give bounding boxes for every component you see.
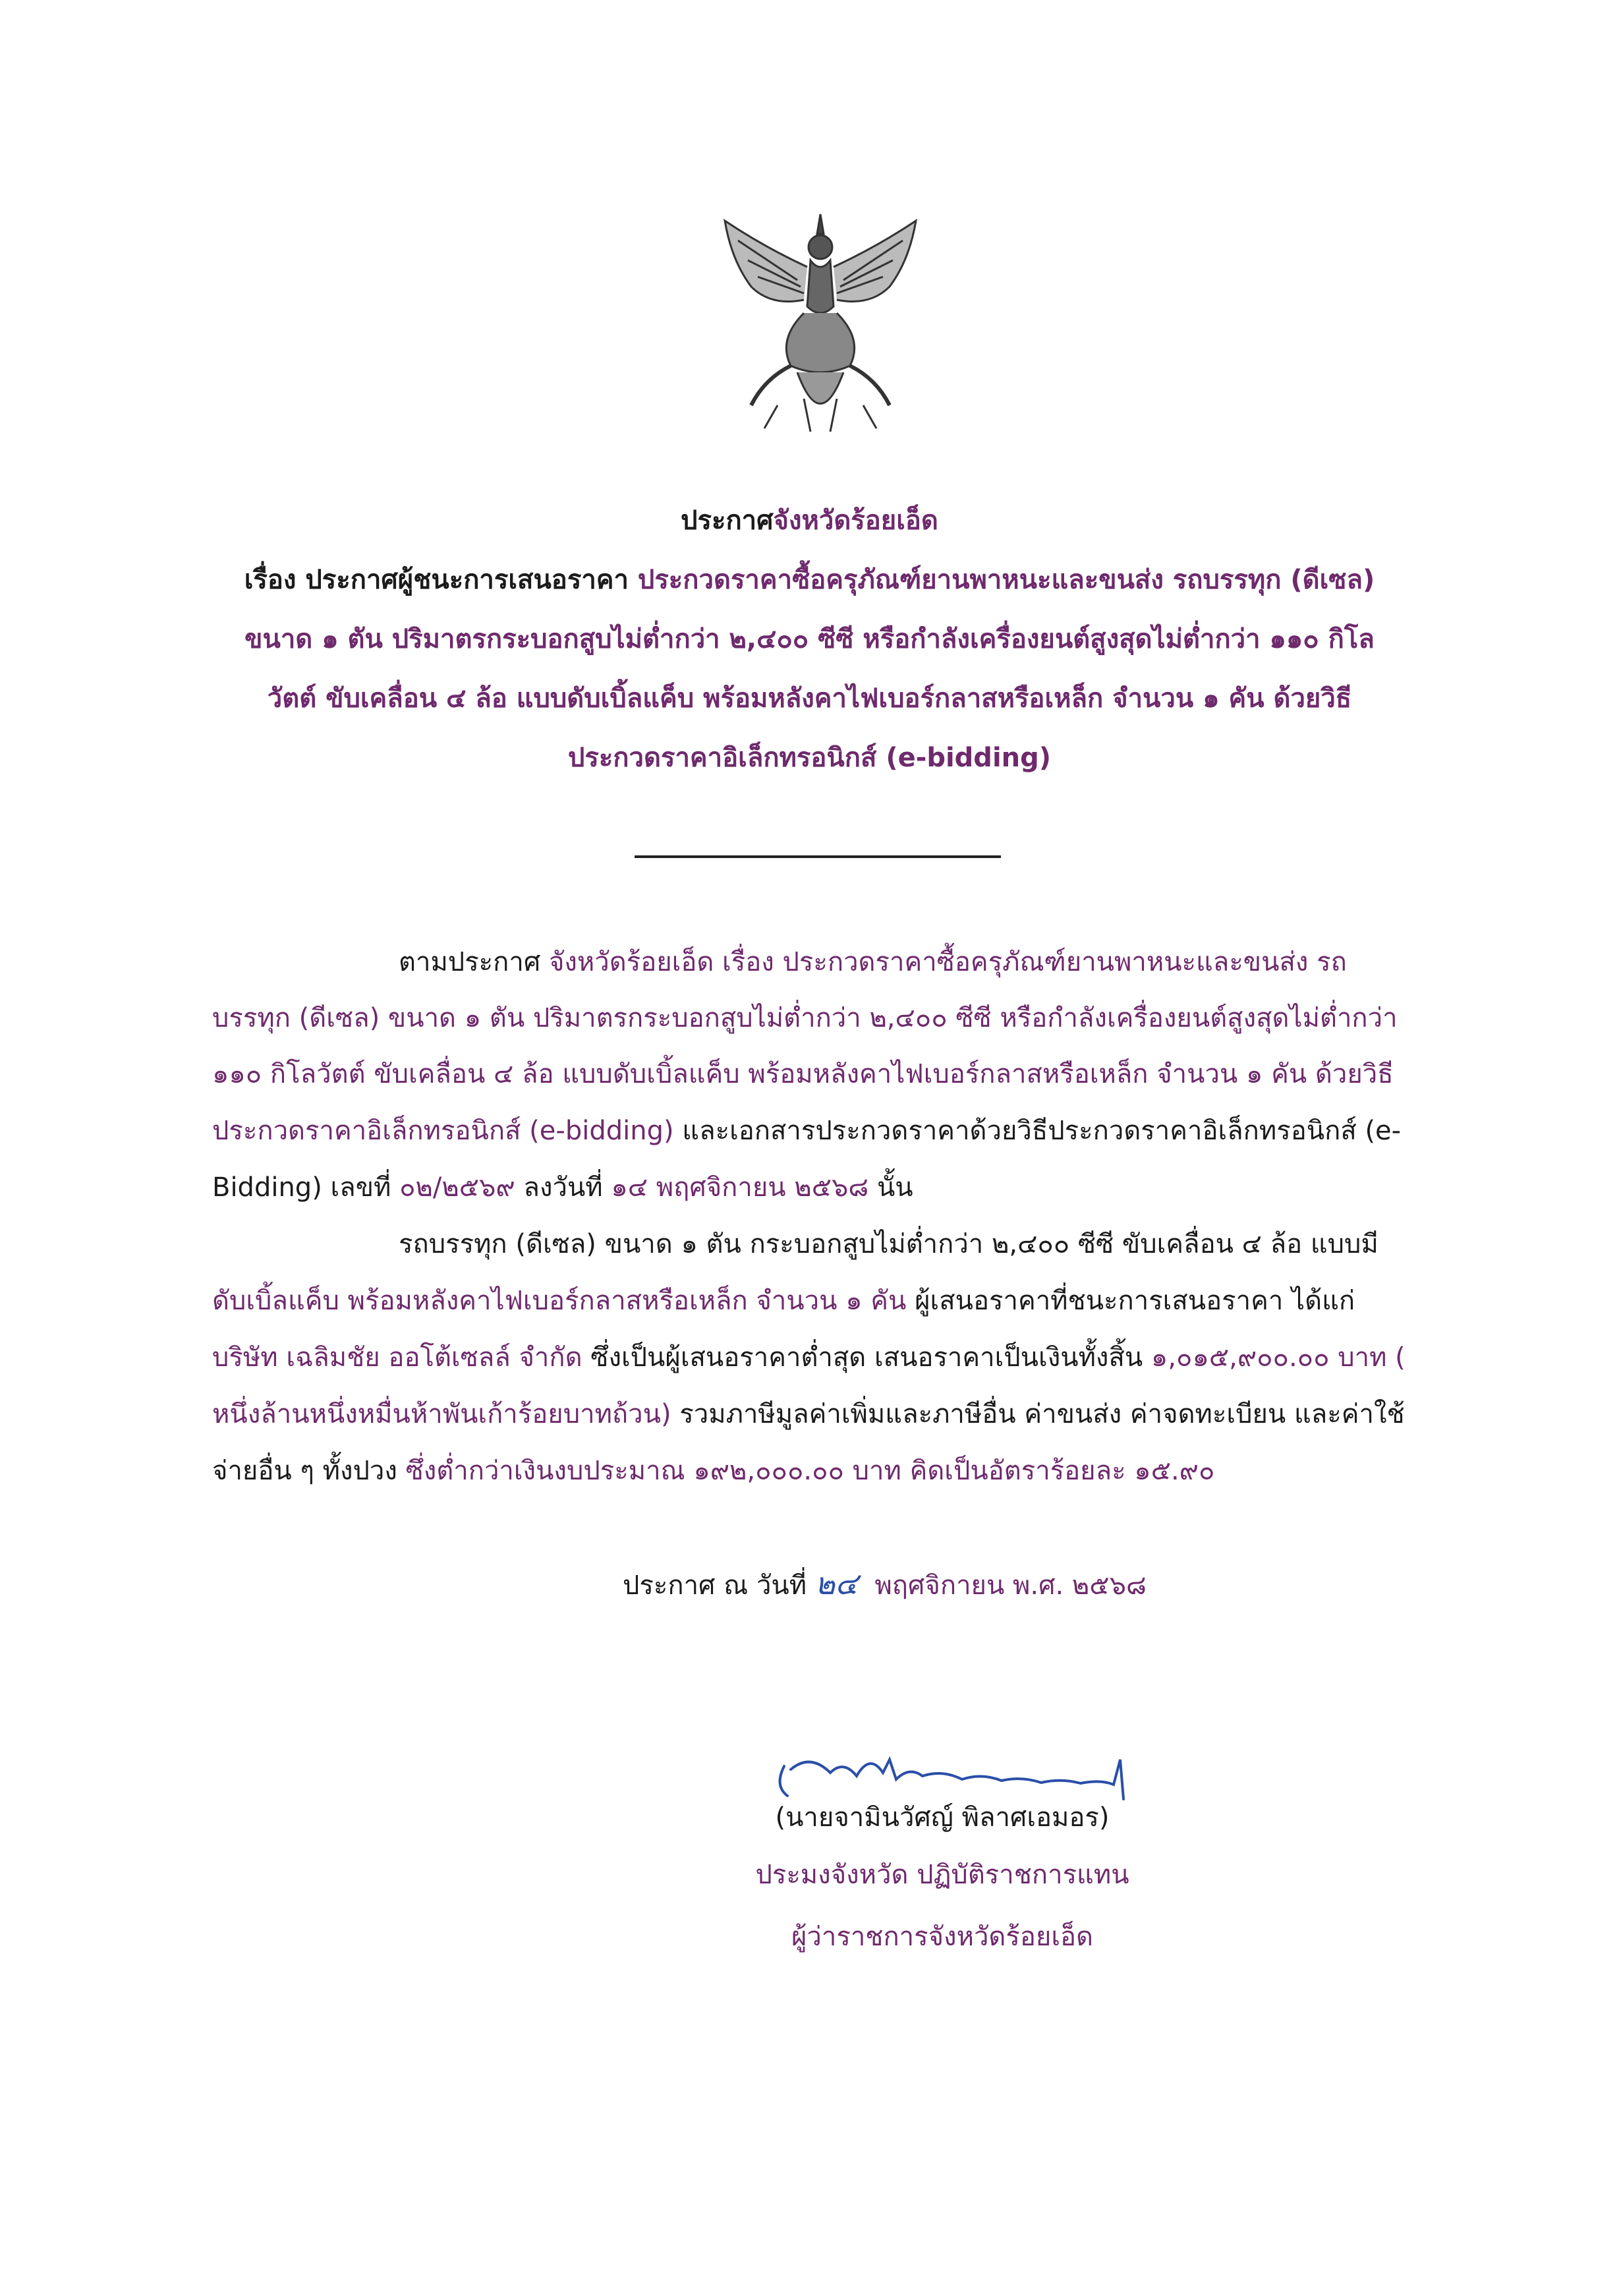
subject-line-1 — [0, 560, 1619, 600]
announcement-date — [623, 1564, 1147, 1605]
subject-line-4: ประกวดราคาอิเล็กทรอนิกส์ (e-bidding) — [567, 743, 1052, 773]
bid-amount-words: หนึ่งล้านหนึ่งหมื่นห้าพันเก้าร้อยบาทถ้วน) — [212, 1399, 671, 1429]
body-p2-line-4 — [212, 1394, 1405, 1434]
body-p1-line-5 — [212, 1168, 913, 1207]
body-p1-line-2: บรรทุก (ดีเซล) ขนาด ๑ ตัน ปริมาตรกระบอกสูบไม่ต่ำกว่า ๒,๔๐๐ ซีซี หรือกำลังเครื่องยนต์สูงสุดไม่ต่ำกว่า — [212, 1003, 1398, 1033]
text: นั้น — [868, 1172, 913, 1203]
subject-text: ประกวดราคาซื้อครุภัณฑ์ยานพาหนะและขนส่ง รถบรรทุก (ดีเซล) — [637, 565, 1375, 595]
title-prefix: ประกาศ — [681, 505, 774, 536]
text: ลงวันที่ — [515, 1172, 611, 1203]
bid-amount: ๑,๐๑๕,๙๐๐.๐๐ บาท ( — [1143, 1342, 1406, 1373]
subject-label: เรื่อง ประกาศผู้ชนะการเสนอราคา — [244, 565, 638, 595]
signatory-on-behalf: ผู้ว่าราชการจังหวัดร้อยเอ็ด — [791, 1922, 1093, 1952]
separator-line — [635, 855, 1001, 858]
winner-company: บริษัท เฉลิมชัย ออโต้เซลล์ จำกัด — [212, 1342, 582, 1373]
document-number: ๐๒/๒๕๖๙ — [399, 1172, 515, 1203]
body-p2-line-2 — [212, 1281, 1355, 1321]
subject-line-3: วัตต์ ขับเคลื่อน ๔ ล้อ แบบดับเบิ้ลแค็บ พร้อมหลังคาไฟเบอร์กลาสหรือเหล็ก จำนวน ๑ คัน ด้วยวิธี — [267, 683, 1352, 714]
garuda-emblem — [712, 208, 929, 435]
title-province: จังหวัดร้อยเอ็ด — [773, 505, 938, 536]
signature — [771, 1740, 1140, 1806]
body-p2-line-1: รถบรรทุก (ดีเซล) ขนาด ๑ ตัน กระบอกสูบไม่ต่ำกว่า ๒,๔๐๐ ซีซี ขับเคลื่อน ๔ ล้อ แบบมี — [399, 1229, 1378, 1259]
date-prefix: ประกาศ ณ วันที่ — [623, 1570, 807, 1601]
body-p1-line-3: ๑๑๐ กิโลวัตต์ ขับเคลื่อน ๔ ล้อ แบบดับเบิ้ลแค็บ พร้อมหลังคาไฟเบอร์กลาสหรือเหล็ก จำนวน ๑ คัน ด้วยวิธี — [212, 1059, 1394, 1089]
text: ดับเบิ้ลแค็บ พร้อมหลังคาไฟเบอร์กลาสหรือเหล็ก จำนวน ๑ คัน — [212, 1286, 907, 1316]
text: ซึ่งเป็นผู้เสนอราคาต่ำสุด เสนอราคาเป็นเงินทั้งสิ้น — [582, 1342, 1143, 1373]
document-date: ๑๔ พฤศจิกายน ๒๕๖๘ — [611, 1172, 869, 1203]
text: ผู้เสนอราคาที่ชนะการเสนอราคา ได้แก่ — [906, 1286, 1355, 1316]
signatory-name: (นายจามินวัศญ์ พิลาศเอมอร) — [775, 1802, 1110, 1833]
date-month-year: พฤศจิกายน พ.ศ. ๒๕๖๘ — [874, 1570, 1147, 1601]
subject-line-2: ขนาด ๑ ตัน ปริมาตรกระบอกสูบไม่ต่ำกว่า ๒,๔๐๐ ซีซี หรือกำลังเครื่องยนต์สูงสุดไม่ต่ำกว่า ๑๑๐ กิโล — [244, 624, 1375, 654]
body-p1-line-4 — [212, 1111, 1401, 1151]
text: รวมภาษีมูลค่าเพิ่มและภาษีอื่น ค่าขนส่ง ค่าจดทะเบียน และค่าใช้ — [671, 1399, 1405, 1429]
body-p1-line-1 — [399, 942, 1347, 982]
text: จังหวัดร้อยเอ็ด เรื่อง ประกวดราคาซื้อครุภัณฑ์ยานพาหนะและขนส่ง รถ — [548, 947, 1347, 977]
text: จ่ายอื่น ๆ ทั้งปวง — [212, 1456, 397, 1486]
text: ตามประกาศ — [399, 947, 549, 977]
body-p2-line-3 — [212, 1338, 1406, 1377]
signatory-position: ประมงจังหวัด ปฏิบัติราชการแทน — [755, 1860, 1129, 1890]
handwritten-day: ๒๔ — [814, 1566, 858, 1601]
text: และเอกสารประกวดราคาด้วยวิธีประกวดราคาอิเล็กทรอนิกส์ (e- — [673, 1116, 1402, 1146]
budget-text: ซึ่งต่ำกว่าเงินงบประมาณ ๑๙๒,๐๐๐.๐๐ บาท คิดเป็นอัตราร้อยละ ๑๕.๙๐ — [397, 1456, 1215, 1486]
text: ประกวดราคาอิเล็กทรอนิกส์ (e-bidding) — [212, 1116, 674, 1146]
body-p2-line-5 — [212, 1451, 1214, 1491]
announcement-title — [0, 501, 1619, 540]
text: Bidding) เลขที่ — [212, 1172, 400, 1203]
